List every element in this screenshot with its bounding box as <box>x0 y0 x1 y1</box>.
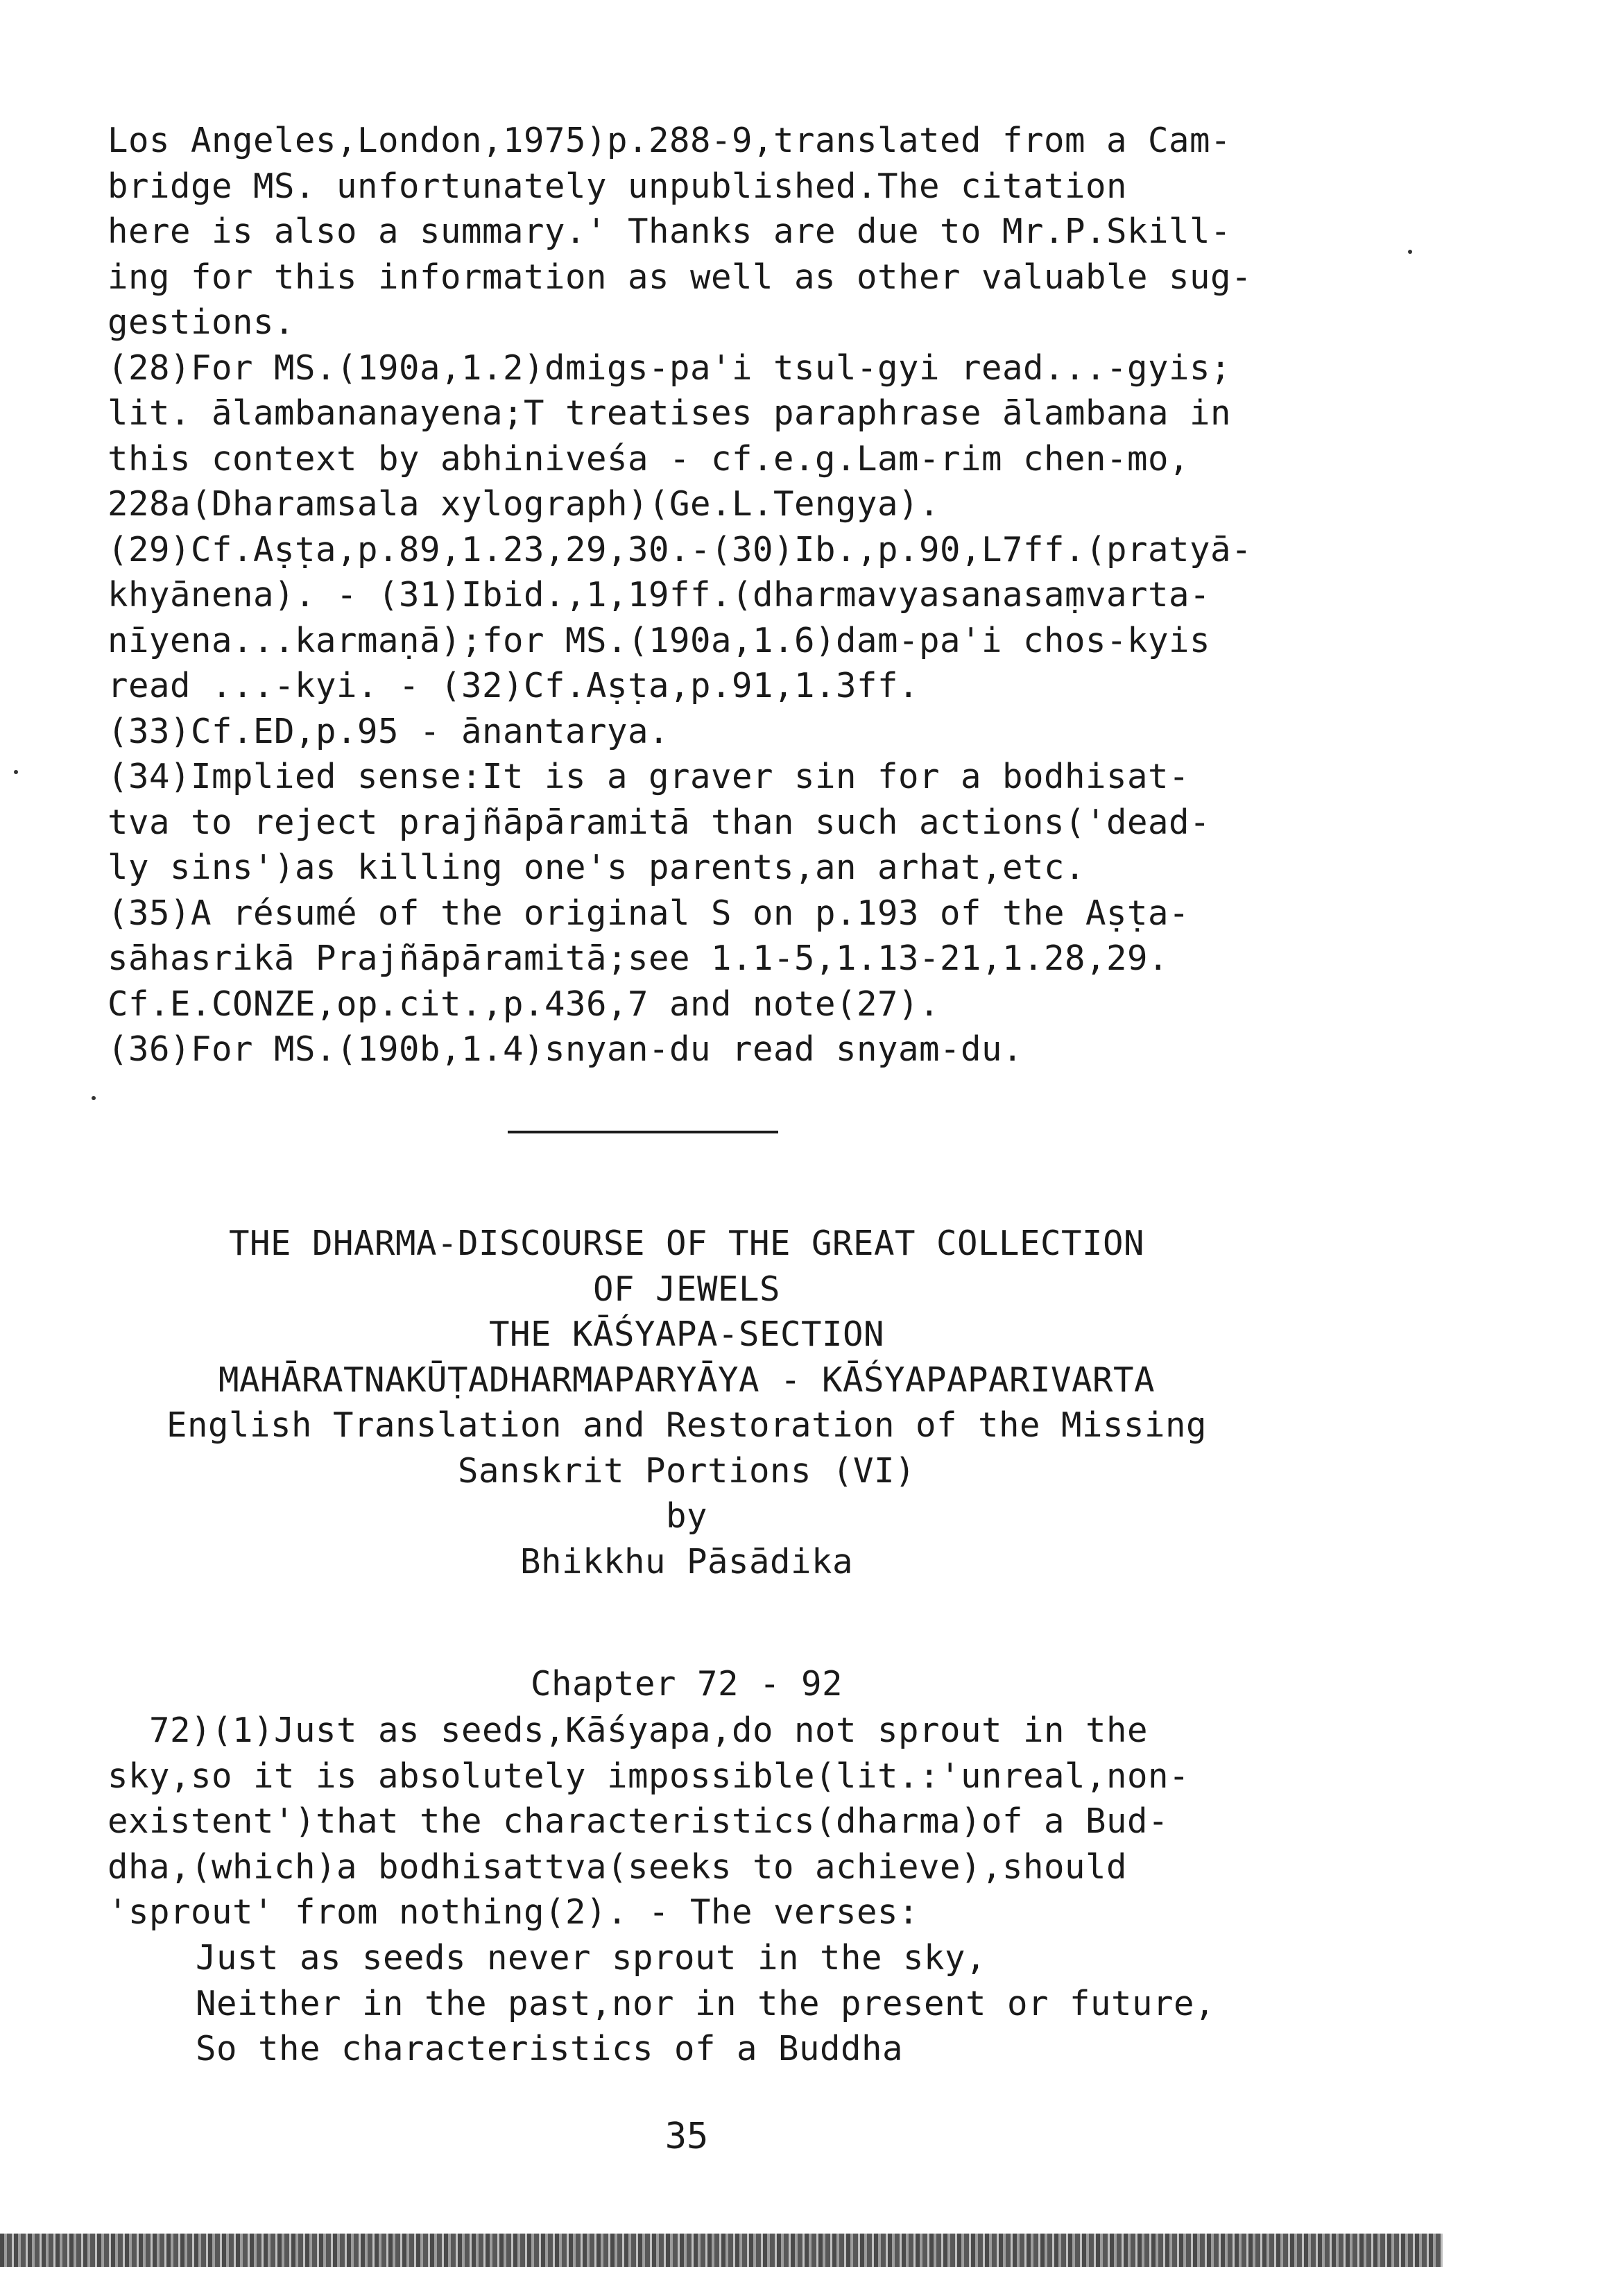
section-divider <box>508 1131 778 1133</box>
body-line: dha,(which)a bodhisattva(seeks to achieve),should <box>108 1847 1128 1887</box>
footnote-line: (36)For MS.(190b,1.4)snyan-du read snyam-du. <box>108 1029 1024 1069</box>
scan-artifact-band <box>0 2234 1443 2267</box>
footnotes-block <box>108 118 1328 1072</box>
verse-block <box>196 1935 1375 2072</box>
heading-subtitle-line: English Translation and Restoration of the Missing <box>166 1405 1208 1445</box>
footnote-line: (33)Cf.ED,p.95 - ānantarya. <box>108 711 670 751</box>
body-line: 72)(1)Just as seeds,Kāśyapa,do not sprout in the <box>108 1711 1149 1750</box>
footnote-line: tva to reject prajñāpāramitā than such actions('dead- <box>108 802 1211 842</box>
verse-line: So the characteristics of a Buddha <box>196 2029 904 2068</box>
verse-line: Neither in the past,nor in the present or future, <box>196 1983 1216 2023</box>
page-number: 35 <box>664 2116 709 2157</box>
footnote-line: here is also a summary.' Thanks are due to Mr.P.Skill- <box>108 212 1232 251</box>
scan-speck <box>92 1096 96 1100</box>
footnote-line: (29)Cf.Aṣṭa,p.89,1.23,29,30.-(30)Ib.,p.90,L7ff.(pratyā- <box>108 529 1253 569</box>
footnote-line: sāhasrikā Prajñāpāramitā;see 1.1-5,1.13-21,1.28,29. <box>108 939 1169 978</box>
heading-section-line: THE KĀŚYAPA-SECTION <box>488 1314 884 1354</box>
scan-speck <box>14 770 18 774</box>
heading-subtitle-line: Sanskrit Portions (VI) <box>457 1450 916 1491</box>
verse-line: Just as seeds never sprout in the sky, <box>196 1938 987 1978</box>
chapter-label: Chapter 72 - 92 <box>530 1664 843 1704</box>
footnote-line: Cf.E.CONZE,op.cit.,p.436,7 and note(27). <box>108 984 941 1024</box>
chapter-label-wrap <box>42 1661 1332 1707</box>
scan-speck <box>1408 250 1412 254</box>
footnote-line: bridge MS. unfortunately unpublished.The citation <box>108 166 1128 206</box>
heading-author: Bhikkhu Pāsādika <box>519 1541 853 1582</box>
heading-sanskrit-title: MAHĀRATNAKŪṬADHARMAPARYĀYA - KĀŚYAPAPARIVARTA <box>218 1360 1156 1400</box>
footnote-line: gestions. <box>108 302 295 342</box>
footnote-line: khyānena). - (31)Ibid.,1,19ff.(dharmavyasanasaṃvarta- <box>108 575 1211 615</box>
footnote-line: nīyena...karmaṇā);for MS.(190a,1.6)dam-pa'i chos-kyis <box>108 620 1211 660</box>
footnote-line: ing for this information as well as other valuable sug- <box>108 257 1253 297</box>
footnote-line: (28)For MS.(190a,1.2)dmigs-pa'i tsul-gyi read...-gyis; <box>108 348 1232 388</box>
footnote-line: 228a(Dharamsala xylograph)(Ge.L.Tengya). <box>108 484 941 524</box>
article-heading <box>42 1221 1332 1584</box>
footnote-line: (35)A résumé of the original S on p.193 of the Aṣṭa- <box>108 893 1190 933</box>
heading-title-line: OF JEWELS <box>592 1269 780 1309</box>
body-text <box>108 1708 1328 1935</box>
footnote-line: (34)Implied sense:It is a graver sin for a bodhisat- <box>108 757 1190 796</box>
heading-by: by <box>665 1496 707 1536</box>
body-line: existent')that the characteristics(dharma)of a Bud- <box>108 1801 1169 1841</box>
footnote-line: ly sins')as killing one's parents,an arhat,etc. <box>108 848 1086 887</box>
footnote-line: Los Angeles,London,1975)p.288-9,translated from a Cam- <box>108 121 1232 160</box>
footnote-line: lit. ālambananayena;T treatises paraphrase ālambana in <box>108 393 1232 433</box>
footnote-line: read ...-kyi. - (32)Cf.Aṣṭa,p.91,1.3ff. <box>108 666 920 705</box>
body-line: sky,so it is absolutely impossible(lit.:'unreal,non- <box>108 1756 1190 1796</box>
heading-title-line: THE DHARMA-DISCOURSE OF THE GREAT COLLECTION <box>228 1224 1145 1263</box>
body-line: 'sprout' from nothing(2). - The verses: <box>108 1892 920 1932</box>
footnote-line: this context by abhiniveśa - cf.e.g.Lam-rim chen-mo, <box>108 438 1190 479</box>
